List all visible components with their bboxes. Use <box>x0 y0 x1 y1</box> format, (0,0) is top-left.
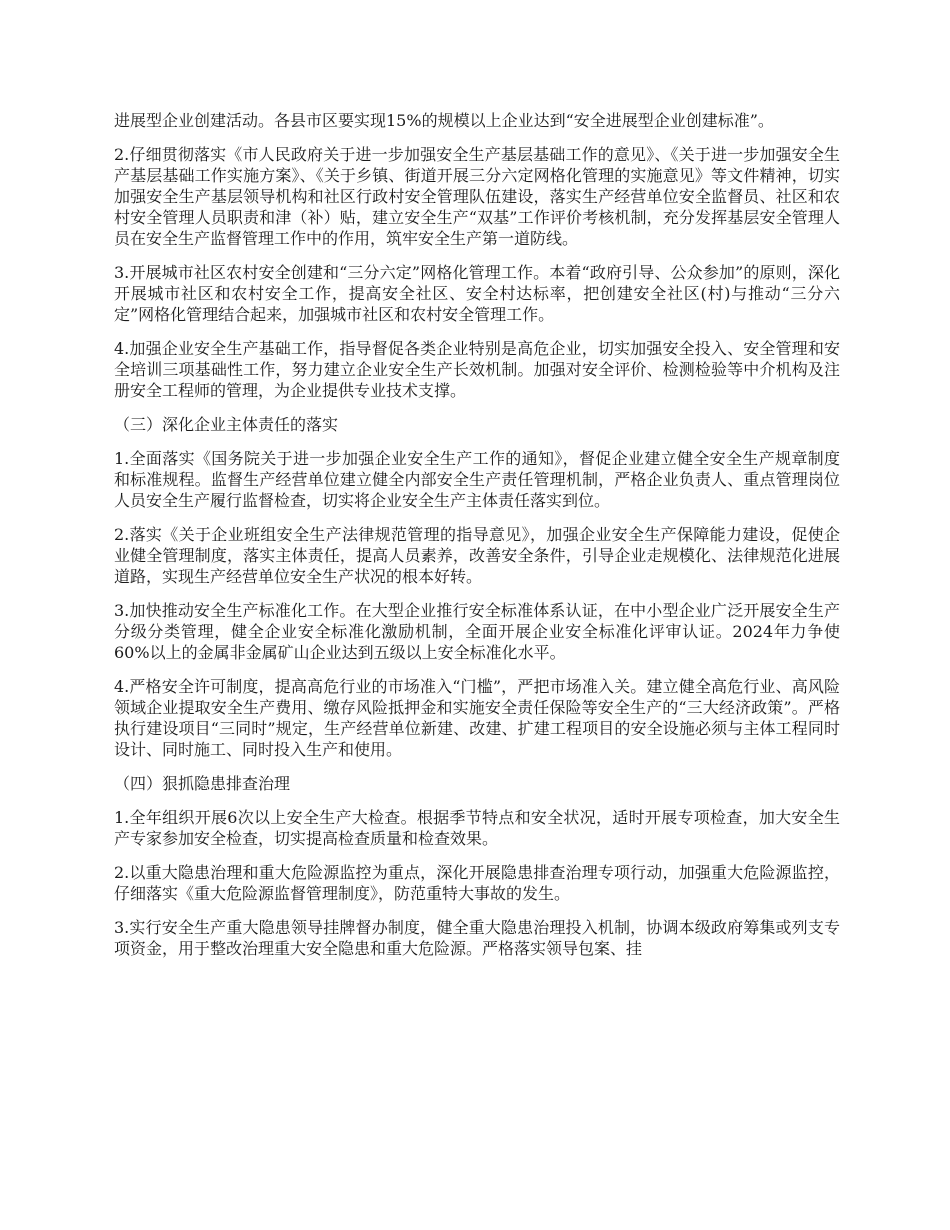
paragraph-7: 3.加快推动安全生产标准化工作。在大型企业推行安全标准体系认证，在中小型企业广泛开展安全生产分级分类管理，健全企业安全标准化激励机制，全面开展企业安全标准化评审认证。2024年力争使60%以上的金属非金属矿山企业达到五级以上安全标准化水平。 <box>114 601 840 662</box>
paragraph-5: 1.全面落实《国务院关于进一步加强企业安全生产工作的通知》，督促企业建立健全安全生产规章制度和标准规程。监督生产经营单位建立健全内部安全生产责任管理机制，严格企业负责人、重点管理岗位人员安全生产履行监督检查，切实将企业安全生产主体责任落实到位。 <box>114 449 840 510</box>
paragraph-10: 1.全年组织开展6次以上安全生产大检查。根据季节特点和安全状况，适时开展专项检查，加大安全生产专家参加安全检查，切实提高检查质量和检查效果。 <box>114 808 840 848</box>
paragraph-6: 2.落实《关于企业班组安全生产法律规范管理的指导意见》，加强企业安全生产保障能力建设，促使企业健全管理制度，落实主体责任，提高人员素养，改善安全条件，引导企业走规模化、法律规范化进展道路，实现生产经营单位安全生产状况的根本好转。 <box>114 525 840 586</box>
paragraph-1: 2.仔细贯彻落实《市人民政府关于进一步加强安全生产基层基础工作的意见》、《关于进一步加强安全生产基层基础工作实施方案》、《关于乡镇、街道开展三分六定网格化管理的实施意见》等文件精神，切实加强安全生产基层领导机构和社区行政村安全管理队伍建设，落实生产经营单位安全监督员、社区和农村安全管理人员职责和津（补）贴，建立安全生产“双基”工作评价考核机制，充分发挥基层安全管理人员在安全生产监督管理工作中的作用，筑牢安全生产第一道防线。 <box>114 145 840 248</box>
paragraph-8: 4.严格安全许可制度，提高高危行业的市场准入“门槛”，严把市场准入关。建立健全高危行业、高风险领域企业提取安全生产费用、缴存风险抵押金和实施安全责任保险等安全生产的“三大经济政策”。严格执行建设项目“三同时”规定，生产经营单位新建、改建、扩建工程项目的安全设施必须与主体工程同时设计、同时施工、同时投入生产和使用。 <box>114 677 840 759</box>
paragraph-0: 进展型企业创建活动。各县市区要实现15%的规模以上企业达到“安全进展型企业创建标准”。 <box>114 111 774 130</box>
paragraph-2: 3.开展城市社区农村安全创建和“三分六定”网格化管理工作。本着“政府引导、公众参加”的原则，深化开展城市社区和农村安全工作，提高安全社区、安全村达标率，把创建安全社区(村)与推动“三分六定”网格化管理结合起来，加强城市社区和农村安全管理工作。 <box>114 263 840 324</box>
section-heading-3: （三）深化企业主体责任的落实 <box>114 415 339 434</box>
paragraph-12: 3.实行安全生产重大隐患领导挂牌督办制度，健全重大隐患治理投入机制，协调本级政府筹集或列支专项资金，用于整改治理重大安全隐患和重大危险源。严格落实领导包案、挂 <box>114 918 840 958</box>
section-heading-4: （四）狠抓隐患排查治理 <box>114 774 291 793</box>
document-body <box>114 110 840 972</box>
paragraph-11: 2.以重大隐患治理和重大危险源监控为重点，深化开展隐患排查治理专项行动，加强重大危险源监控，仔细落实《重大危险源监督管理制度》，防范重特大事故的发生。 <box>114 863 840 903</box>
paragraph-3: 4.加强企业安全生产基础工作，指导督促各类企业特别是高危企业，切实加强安全投入、安全管理和安全培训三项基础性工作，努力建立企业安全生产长效机制。加强对安全评价、检测检验等中介机构及注册安全工程师的管理，为企业提供专业技术支撑。 <box>114 339 840 400</box>
